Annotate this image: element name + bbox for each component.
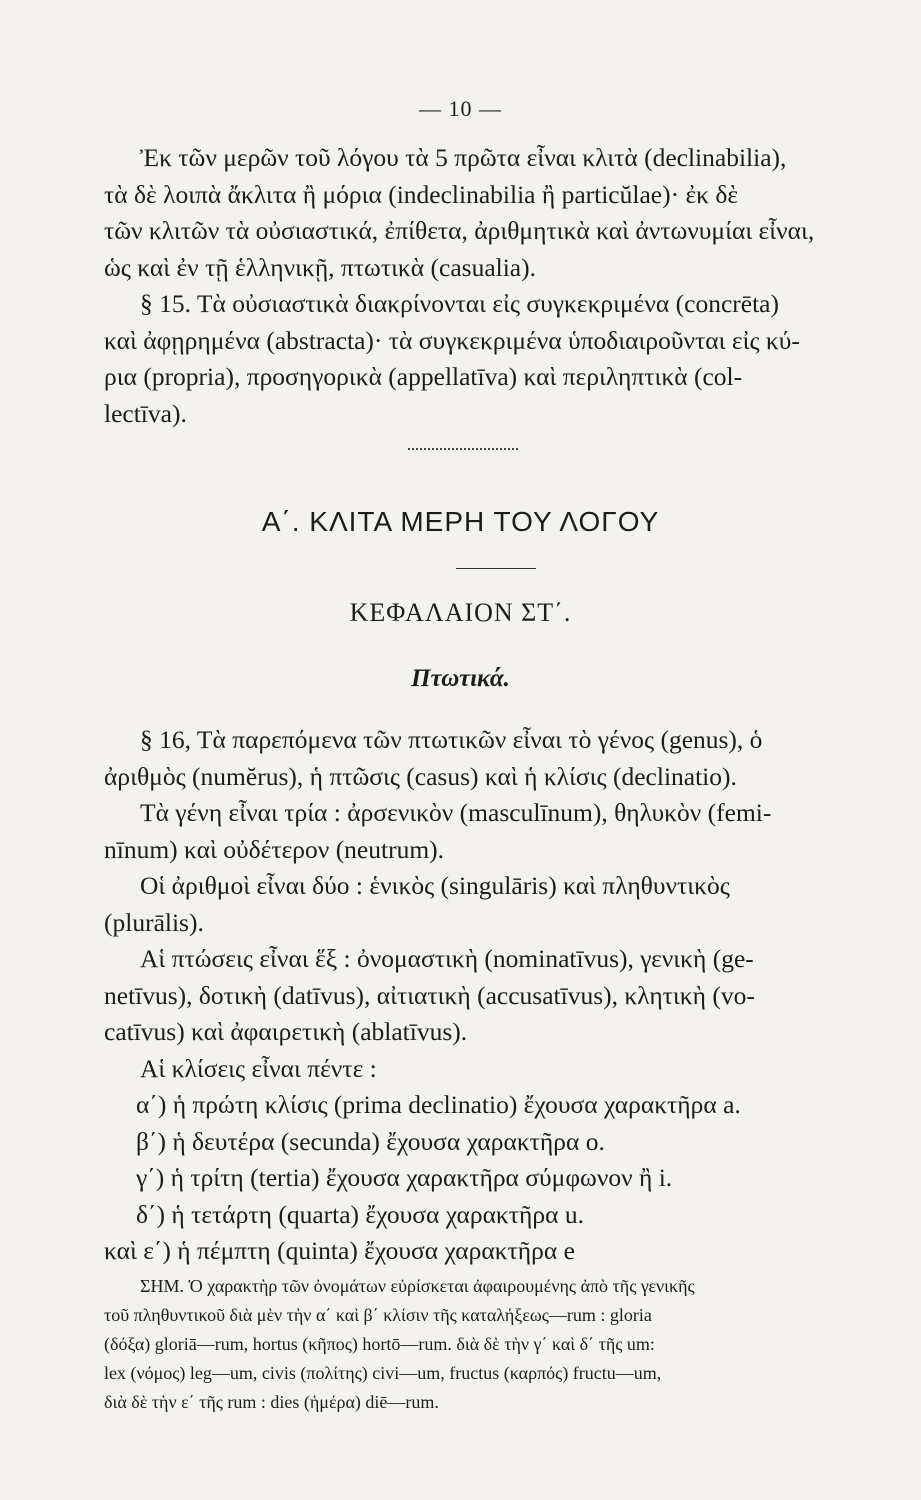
note-line: (δόξα) gloriā—rum, hortus (κῆπος) hortō—rum. διὰ δὲ τὴν γ΄ καὶ δ΄ τῆς um: bbox=[104, 1334, 655, 1354]
list-item: γ΄) ἡ τρίτη (tertia) ἔχουσα χαρακτῆρα σύμφωνον ἢ i. bbox=[136, 1163, 673, 1192]
body-paragraphs bbox=[104, 722, 910, 1270]
text-line: netīvus), δοτικὴ (datīvus), αἰτιατικὴ (accusatīvus), κλητικὴ (vo- bbox=[104, 980, 755, 1010]
list-item: α΄) ἡ πρώτη κλίσις (prima declinatio) ἔχουσα χαρακτῆρα a. bbox=[136, 1090, 741, 1119]
text-line: Οἱ ἀριθμοὶ εἶναι δύο : ἑνικὸς (singulāris) καὶ πληθυντικὸς bbox=[140, 871, 730, 900]
heading-underline bbox=[456, 568, 536, 569]
note-line: διὰ δὲ τὴν ε΄ τῆς rum : dies (ἡμέρα) diē—rum. bbox=[104, 1392, 439, 1412]
list-item: δ΄) ἡ τετάρτη (quarta) ἔχουσα χαρακτῆρα u. bbox=[136, 1199, 584, 1229]
part-heading: Α΄. ΚΛΙΤΑ ΜΕΡΗ ΤΟΥ ΛΟΓΟΥ bbox=[261, 506, 660, 537]
section-15-start: § 15. Τὰ οὐσιαστικὰ διακρίνονται εἰς συγκεκριμένα (concrēta) bbox=[140, 289, 779, 318]
footnote bbox=[104, 1272, 910, 1417]
intro-paragraphs bbox=[104, 140, 910, 432]
text-line: Αἱ πτώσεις εἶναι ἕξ : ὀνομαστικὴ (nominatīvus), γενικὴ (ge- bbox=[140, 944, 754, 973]
list-item: β΄) ἡ δευτέρα (secunda) ἔχουσα χαρακτῆρα o. bbox=[136, 1126, 605, 1156]
section-subtitle: Πτωτικά. bbox=[411, 665, 510, 692]
text-line: Αἱ κλίσεις εἶναι πέντε : bbox=[140, 1053, 377, 1083]
list-item: καὶ ε΄) ἡ πέμπτη (quinta) ἔχουσα χαρακτῆρα e bbox=[104, 1236, 575, 1265]
text-line: ρια (propria), προσηγορικὰ (appellatīva) καὶ περιληπτικὰ (col- bbox=[104, 362, 743, 391]
note-line: ΣΗΜ. Ὁ χαρακτὴρ τῶν ὀνομάτων εὑρίσκεται ἀφαιρουμένης ἀπὸ τῆς γενικῆς bbox=[140, 1276, 695, 1296]
text-line: (plurālis). bbox=[104, 907, 204, 937]
text-line: τὰ δὲ λοιπὰ ἄκλιτα ἢ μόρια (indeclinabilia ἢ particŭlae)· ἐκ δὲ bbox=[104, 179, 739, 209]
text-line: catīvus) καὶ ἀφαιρετικὴ (ablatīvus). bbox=[104, 1017, 468, 1046]
text-line: ὡς καὶ ἐν τῇ ἑλληνικῇ, πτωτικὰ (casualia). bbox=[104, 252, 536, 282]
section-16-start: § 16, Τὰ παρεπόμενα τῶν πτωτικῶν εἶναι τὸ γένος (genus), ὁ bbox=[140, 725, 763, 754]
decorative-divider bbox=[408, 448, 518, 450]
text-line: καὶ ἀφῃρημένα (abstracta)· τὰ συγκεκριμένα ὑποδιαιροῦνται εἰς κύ- bbox=[104, 325, 800, 355]
chapter-title: ΚΕΦΑΛΑΙΟΝ ΣΤ΄. bbox=[349, 598, 572, 627]
text-line: nīnum) καὶ οὐδέτερον (neutrum). bbox=[104, 834, 445, 864]
text-line: ἀριθμὸς (numĕrus), ἡ πτῶσις (casus) καὶ ἡ κλίσις (declinatio). bbox=[104, 761, 737, 791]
page-number: — 10 — bbox=[419, 96, 502, 121]
note-line: τοῦ πληθυντικοῦ διὰ μὲν τὴν α΄ καὶ β΄ κλίσιν τῆς καταλήξεως—rum : gloria bbox=[104, 1305, 652, 1325]
text-line: lectīva). bbox=[104, 398, 187, 428]
text-line: Τὰ γένη εἶναι τρία : ἀρσενικὸν (masculīnum), θηλυκὸν (femi- bbox=[140, 798, 772, 827]
text-line: Ἐκ τῶν μερῶν τοῦ λόγου τὰ 5 πρῶτα εἶναι κλιτὰ (declinabilia), bbox=[140, 143, 787, 172]
text-line: τῶν κλιτῶν τὰ οὐσιαστικά, ἐπίθετα, ἀριθμητικὰ καὶ ἀντωνυμίαι εἶναι, bbox=[104, 216, 815, 245]
note-line: lex (νόμος) leg—um, civis (πολίτης) civi—um, fructus (καρπός) fructu—um, bbox=[104, 1363, 662, 1383]
